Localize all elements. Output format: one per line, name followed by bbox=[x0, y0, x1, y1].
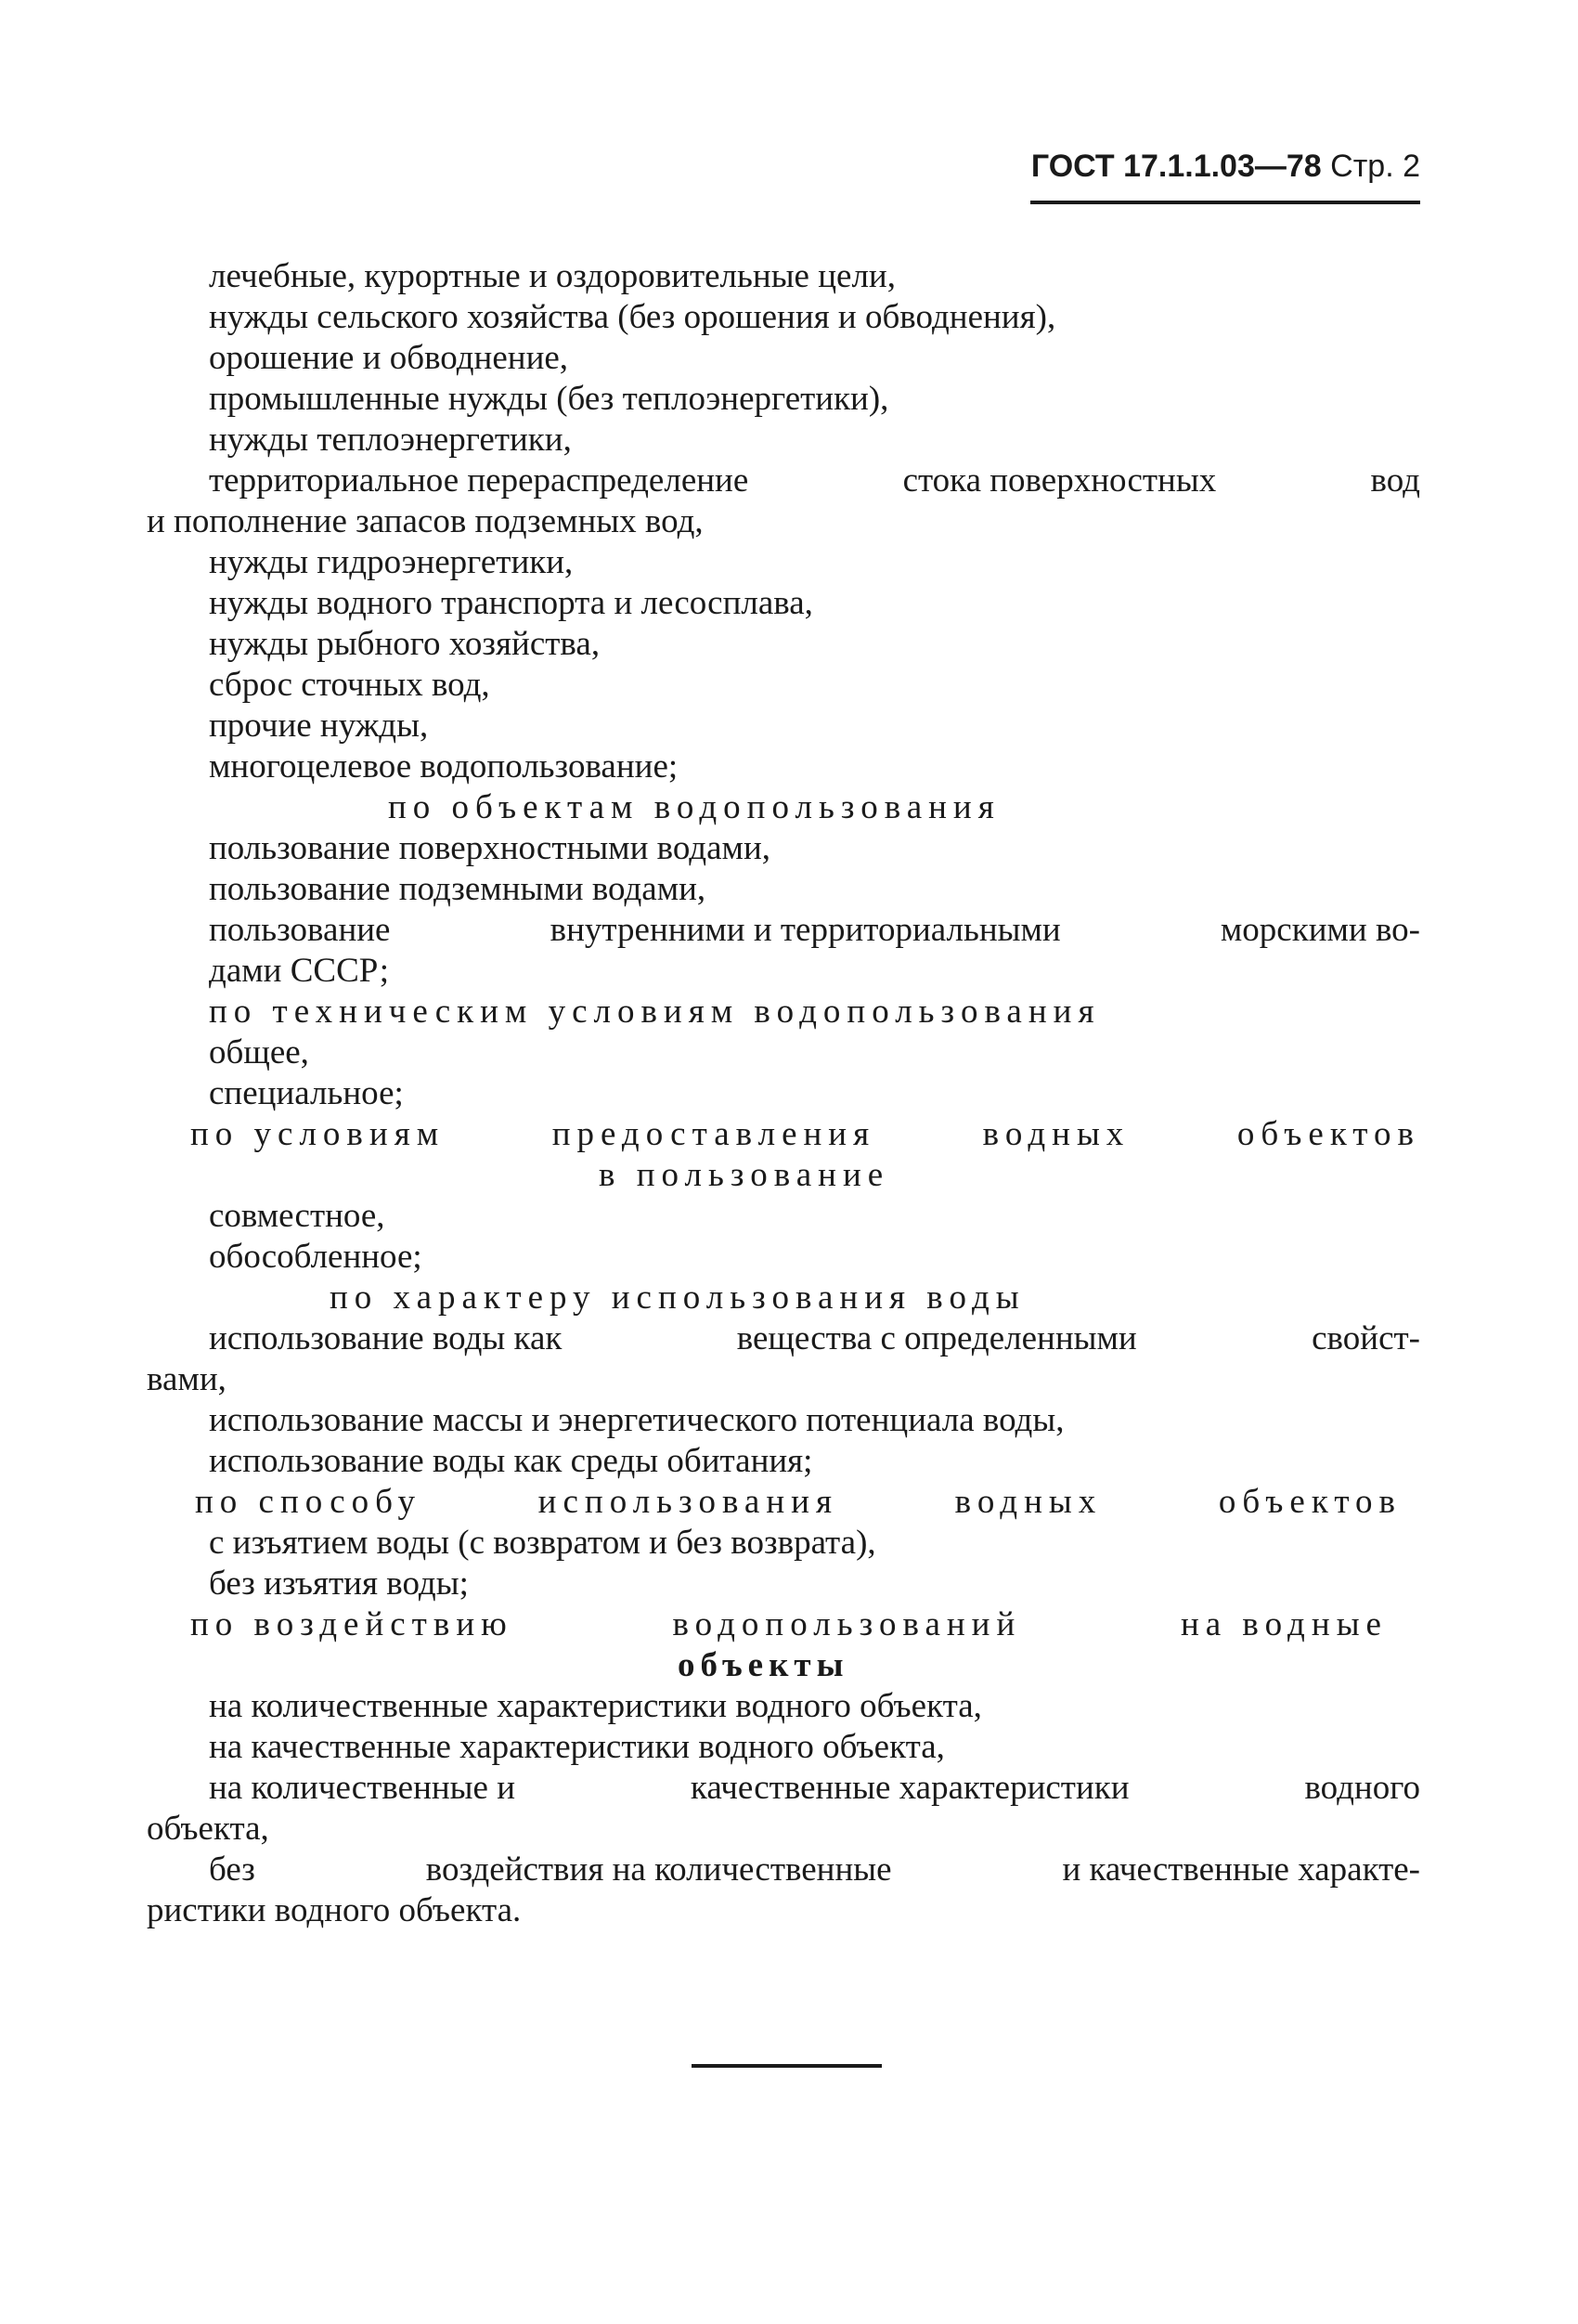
text-fragment: использование воды как bbox=[209, 1319, 563, 1357]
text-line: на качественные характеристики водного объекта, bbox=[209, 1728, 945, 1766]
text-fragment: территориальное перераспределение bbox=[209, 461, 749, 500]
text-fragment: по условиям bbox=[190, 1115, 446, 1153]
text-line: совместное, bbox=[209, 1197, 385, 1235]
text-line: пользование поверхностными водами, bbox=[209, 829, 771, 867]
text-fragment: вод bbox=[1370, 461, 1420, 500]
text-fragment: предоставления bbox=[551, 1115, 876, 1153]
text-line: нужды сельского хозяйства (без орошения и обводнения), bbox=[209, 298, 1056, 336]
text-line-justified bbox=[209, 1768, 1420, 1809]
text-line: нужды рыбного хозяйства, bbox=[209, 625, 601, 663]
text-fragment: использования bbox=[537, 1483, 838, 1521]
text-line: на количественные характеристики водного объекта, bbox=[209, 1687, 982, 1725]
text-line-justified bbox=[209, 461, 1420, 501]
section-heading bbox=[195, 1482, 1402, 1523]
text-line-justified bbox=[209, 1318, 1420, 1359]
section-heading: в пользование bbox=[599, 1156, 890, 1194]
text-line: общее, bbox=[209, 1033, 309, 1071]
text-line: использование массы и энергетического потенциала воды, bbox=[209, 1401, 1065, 1439]
text-line: обособленное; bbox=[209, 1238, 422, 1276]
text-line: прочие нужды, bbox=[209, 707, 429, 745]
header-rule bbox=[1030, 201, 1420, 204]
text-fragment: водопользований bbox=[672, 1605, 1022, 1643]
text-line: многоцелевое водопользование; bbox=[209, 747, 679, 785]
text-fragment: морскими во- bbox=[1220, 911, 1420, 949]
text-fragment: на водные bbox=[1180, 1605, 1388, 1643]
text-line: без изъятия воды; bbox=[209, 1564, 469, 1603]
text-fragment: водных bbox=[954, 1483, 1103, 1521]
text-fragment: воздействия на количественные bbox=[425, 1850, 892, 1889]
text-line-justified bbox=[209, 1850, 1420, 1890]
text-fragment: внутренними и территориальными bbox=[550, 911, 1061, 949]
text-fragment: водного bbox=[1304, 1769, 1420, 1807]
text-fragment: пользование bbox=[209, 911, 391, 949]
text-line: промышленные нужды (без теплоэнергетики), bbox=[209, 380, 889, 418]
section-heading bbox=[190, 1604, 1388, 1645]
text-line: нужды теплоэнергетики, bbox=[209, 421, 572, 459]
doc-code: ГОСТ 17.1.1.03—78 bbox=[1030, 149, 1322, 184]
text-line: с изъятием воды (с возвратом и без возврата), bbox=[209, 1524, 876, 1562]
text-fragment: по способу bbox=[195, 1483, 422, 1521]
text-line: нужды гидроэнергетики, bbox=[209, 543, 574, 581]
text-line: сброс сточных вод, bbox=[209, 666, 490, 704]
text-line: вами, bbox=[147, 1360, 226, 1398]
text-fragment: и качественные характе- bbox=[1062, 1850, 1420, 1889]
section-heading: объекты bbox=[678, 1646, 849, 1684]
text-line: и пополнение запасов подземных вод, bbox=[147, 502, 704, 540]
section-heading: по характеру использования воды bbox=[330, 1279, 1026, 1317]
text-fragment: объектов bbox=[1218, 1483, 1402, 1521]
section-heading bbox=[190, 1114, 1420, 1155]
text-fragment: стока поверхностных bbox=[902, 461, 1217, 500]
header-text bbox=[1031, 149, 1420, 185]
text-line: лечебные, курортные и оздоровительные цели, bbox=[209, 257, 896, 295]
section-heading: по объектам водопользования bbox=[388, 788, 1001, 826]
text-line: пользование подземными водами, bbox=[209, 870, 706, 908]
text-line: использование воды как среды обитания; bbox=[209, 1442, 813, 1480]
text-fragment: на количественные и bbox=[209, 1769, 516, 1807]
page-header bbox=[1012, 149, 1420, 214]
end-rule bbox=[692, 2064, 882, 2068]
text-line: дами СССР; bbox=[209, 952, 389, 990]
page-number: Стр. 2 bbox=[1330, 149, 1420, 184]
text-line: специальное; bbox=[209, 1074, 404, 1112]
text-line: орошение и обводнение, bbox=[209, 339, 569, 377]
text-line: ристики водного объекта. bbox=[147, 1891, 522, 1929]
text-fragment: водных bbox=[982, 1115, 1131, 1153]
text-line: объекта, bbox=[147, 1810, 269, 1848]
section-heading: по техническим условиям водопользования bbox=[209, 993, 1101, 1031]
text-fragment: вещества с определенными bbox=[736, 1319, 1137, 1357]
text-fragment: объектов bbox=[1236, 1115, 1420, 1153]
text-fragment: по воздействию bbox=[190, 1605, 513, 1643]
text-fragment: свойст- bbox=[1312, 1319, 1420, 1357]
text-fragment: без bbox=[209, 1850, 255, 1889]
text-fragment: качественные характеристики bbox=[690, 1769, 1130, 1807]
text-line-justified bbox=[209, 910, 1420, 951]
text-line: нужды водного транспорта и лесосплава, bbox=[209, 584, 813, 622]
